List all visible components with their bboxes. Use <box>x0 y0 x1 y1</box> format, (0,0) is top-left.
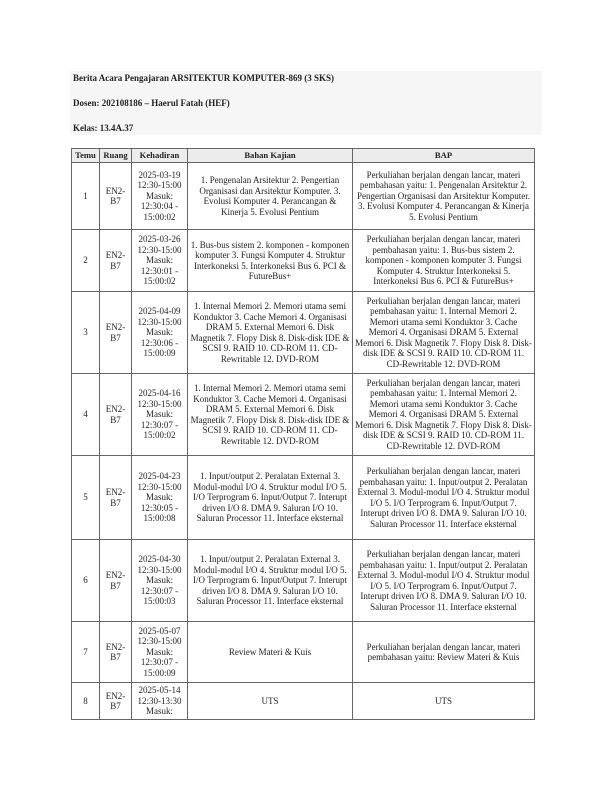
time-range: 12:30-15:00 <box>137 481 182 492</box>
bap-cell: Perkuliahan berjalan dengan lancar, materi pembahasan yaitu: 1. Bus-bus sistem 2. komponen - komponen komputer 3. Fungsi Komputer 4. Struktur Interkoneksi 5. Interkoneksi Bus 6. PCI & FutureBus+ <box>353 230 535 292</box>
date: 2025-04-23 <box>138 471 181 482</box>
time-range: 12:30-15:00 <box>137 244 182 255</box>
class-info: Kelas: 13.4A.37 <box>73 123 134 133</box>
check-in-label: Masuk: <box>146 190 173 201</box>
bahan-kajian-cell: 1. Pengenalan Arsitektur 2. Pengertian Organisasi dan Arsitektur Komputer. 3. Evolusi Komputer 4. Perancangan & Kinerja 5. Evolusi Pentium <box>188 163 353 230</box>
kehadiran-cell <box>132 374 188 456</box>
temu-cell: 3 <box>72 292 100 374</box>
kehadiran-cell <box>132 292 188 374</box>
table-row <box>72 456 535 540</box>
bahan-kajian-cell: 1. Input/output 2. Peralatan External 3. Modul-modul I/O 4. Struktur modul I/O 5. I/O Terprogram 6. Input/Output 7. Interupt driven I/O 8. DMA 9. Saluran I/O 10. Saluran Processor 11. Interface eksternal <box>188 456 353 540</box>
date: 2025-04-30 <box>138 554 181 565</box>
kehadiran-cell <box>132 683 188 720</box>
date: 2025-03-26 <box>138 234 181 245</box>
ruang-cell: EN2-B7 <box>100 456 132 540</box>
table-row <box>72 622 535 683</box>
lecture-record-table <box>71 148 535 720</box>
ruang-cell: EN2-B7 <box>100 683 132 720</box>
bahan-kajian-cell: 1. Internal Memori 2. Memori utama semi Konduktor 3. Cache Memori 4. Organisasi DRAM 5. External Memori 6. Disk Magnetik 7. Flopy Disk 8. Disk-disk IDE & SCSI 9. RAID 10. CD-ROM 11. CD-Rewritable 12. DVD-ROM <box>188 292 353 374</box>
col-header-bap: BAP <box>353 149 535 163</box>
check-in-label: Masuk: <box>146 575 173 586</box>
ruang-cell: EN2-B7 <box>100 163 132 230</box>
time-range: 12:30-15:00 <box>137 636 182 647</box>
check-in-time: 12:30:05 - 15:00:08 <box>140 502 179 524</box>
document-title: Berita Acara Pengajaran ARSITEKTUR KOMPUTER-869 (3 SKS) <box>73 73 334 83</box>
temu-cell: 7 <box>72 622 100 683</box>
check-in-label: Masuk: <box>146 409 173 420</box>
col-header-temu: Temu <box>72 149 100 163</box>
date: 2025-05-14 <box>138 685 181 696</box>
check-in-time: 12:30:01 - 15:00:02 <box>140 265 179 287</box>
kehadiran-cell <box>132 622 188 683</box>
bap-cell: Perkuliahan berjalan dengan lancar, materi pembahasan yaitu: Review Materi & Kuis <box>353 622 535 683</box>
check-in-time: 12:30:04 - 15:00:02 <box>140 201 179 222</box>
check-in-label: Masuk: <box>146 646 173 657</box>
kehadiran-cell <box>132 456 188 540</box>
table-header-row <box>72 149 535 163</box>
time-range: 12:30-13:30 <box>137 695 182 706</box>
col-header-kehadiran: Kehadiran <box>132 149 188 163</box>
check-in-time: 12:30:06 - 15:00:09 <box>140 337 179 359</box>
col-header-bahan-kajian: Bahan Kajian <box>188 149 353 163</box>
temu-cell: 4 <box>72 374 100 456</box>
col-header-ruang: Ruang <box>100 149 132 163</box>
check-in-label: Masuk: <box>146 706 173 717</box>
date: 2025-04-16 <box>138 388 181 399</box>
check-in-label: Masuk: <box>146 255 173 266</box>
time-range: 12:30-15:00 <box>137 180 182 191</box>
check-in-time: 12:30:07 - 15:00:03 <box>140 585 179 607</box>
bahan-kajian-cell: 1. Bus-bus sistem 2. komponen - komponen komputer 3. Fungsi Komputer 4. Struktur Interkoneksi 5. Interkoneksi Bus 6. PCI & FutureBus+ <box>188 230 353 292</box>
ruang-cell: EN2-B7 <box>100 622 132 683</box>
temu-cell: 8 <box>72 683 100 720</box>
check-in-time: 12:30:07 - 15:00:02 <box>140 419 179 441</box>
date: 2025-05-07 <box>138 625 181 636</box>
bap-cell: Perkuliahan berjalan dengan lancar, materi pembahasan yaitu: 1. Input/output 2. Peralatan External 3. Modul-modul I/O 4. Struktur modul I/O 5. I/O Terprogram 6. Input/Output 7. Interupt driven I/O 8. DMA 9. Saluran I/O 10. Saluran Processor 11. Interface eksternal <box>353 456 535 540</box>
bahan-kajian-cell: Review Materi & Kuis <box>188 622 353 683</box>
check-in-time: 12:30:07 - 15:00:09 <box>140 657 179 678</box>
time-range: 12:30-15:00 <box>137 398 182 409</box>
table-row <box>72 230 535 292</box>
bahan-kajian-cell: 1. Input/output 2. Peralatan External 3. Modul-modul I/O 4. Struktur modul I/O 5. I/O Terprogram 6. Input/Output 7. Interupt driven I/O 8. DMA 9. Saluran I/O 10. Saluran Processor 11. Interface eksternal <box>188 540 353 622</box>
kehadiran-cell <box>132 230 188 292</box>
bap-cell: Perkuliahan berjalan dengan lancar, materi pembahasan yaitu: 1. Pengenalan Arsitektur 2. Pengertian Organisasi dan Arsitektur Komputer. 3. Evolusi Komputer 4. Perancangan & Kinerja 5. Evolusi Pentium <box>353 163 535 230</box>
check-in-label: Masuk: <box>146 492 173 503</box>
temu-cell: 1 <box>72 163 100 230</box>
ruang-cell: EN2-B7 <box>100 374 132 456</box>
ruang-cell: EN2-B7 <box>100 292 132 374</box>
date: 2025-03-19 <box>138 169 181 180</box>
table-row <box>72 540 535 622</box>
ruang-cell: EN2-B7 <box>100 230 132 292</box>
bap-cell: Perkuliahan berjalan dengan lancar, materi pembahasan yaitu: 1. Input/output 2. Peralatan External 3. Modul-modul I/O 4. Struktur modul I/O 5. I/O Terprogram 6. Input/Output 7. Interupt driven I/O 8. DMA 9. Saluran I/O 10. Saluran Processor 11. Interface eksternal <box>353 540 535 622</box>
lecturer-info: Dosen: 202108186 – Haerul Fatah (HEF) <box>73 98 230 108</box>
time-range: 12:30-15:00 <box>137 316 182 327</box>
bahan-kajian-cell: UTS <box>188 683 353 720</box>
table-row <box>72 292 535 374</box>
table-row <box>72 163 535 230</box>
bap-cell: UTS <box>353 683 535 720</box>
ruang-cell: EN2-B7 <box>100 540 132 622</box>
kehadiran-cell <box>132 163 188 230</box>
time-range: 12:30-15:00 <box>137 564 182 575</box>
document-header <box>70 71 542 135</box>
date: 2025-04-09 <box>138 306 181 317</box>
temu-cell: 5 <box>72 456 100 540</box>
bap-cell: Perkuliahan berjalan dengan lancar, materi pembahasan yaitu: 1. Internal Memori 2. Memori utama semi Konduktor 3. Cache Memori 4. Organisasi DRAM 5. External Memori 6. Disk Magnetik 7. Flopy Disk 8. Disk-disk IDE & SCSI 9. RAID 10. CD-ROM 11. CD-Rewritable 12. DVD-ROM <box>353 374 535 456</box>
temu-cell: 2 <box>72 230 100 292</box>
kehadiran-cell <box>132 540 188 622</box>
bap-cell: Perkuliahan berjalan dengan lancar, materi pembahasan yaitu: 1. Internal Memori 2. Memori utama semi Konduktor 3. Cache Memori 4. Organisasi DRAM 5. External Memori 6. Disk Magnetik 7. Flopy Disk 8. Disk-disk IDE & SCSI 9. RAID 10. CD-ROM 11. CD-Rewritable 12. DVD-ROM <box>353 292 535 374</box>
bahan-kajian-cell: 1. Internal Memori 2. Memori utama semi Konduktor 3. Cache Memori 4. Organisasi DRAM 5. External Memori 6. Disk Magnetik 7. Flopy Disk 8. Disk-disk IDE & SCSI 9. RAID 10. CD-ROM 11. CD-Rewritable 12. DVD-ROM <box>188 374 353 456</box>
table-row <box>72 683 535 720</box>
check-in-label: Masuk: <box>146 327 173 338</box>
table-row <box>72 374 535 456</box>
temu-cell: 6 <box>72 540 100 622</box>
